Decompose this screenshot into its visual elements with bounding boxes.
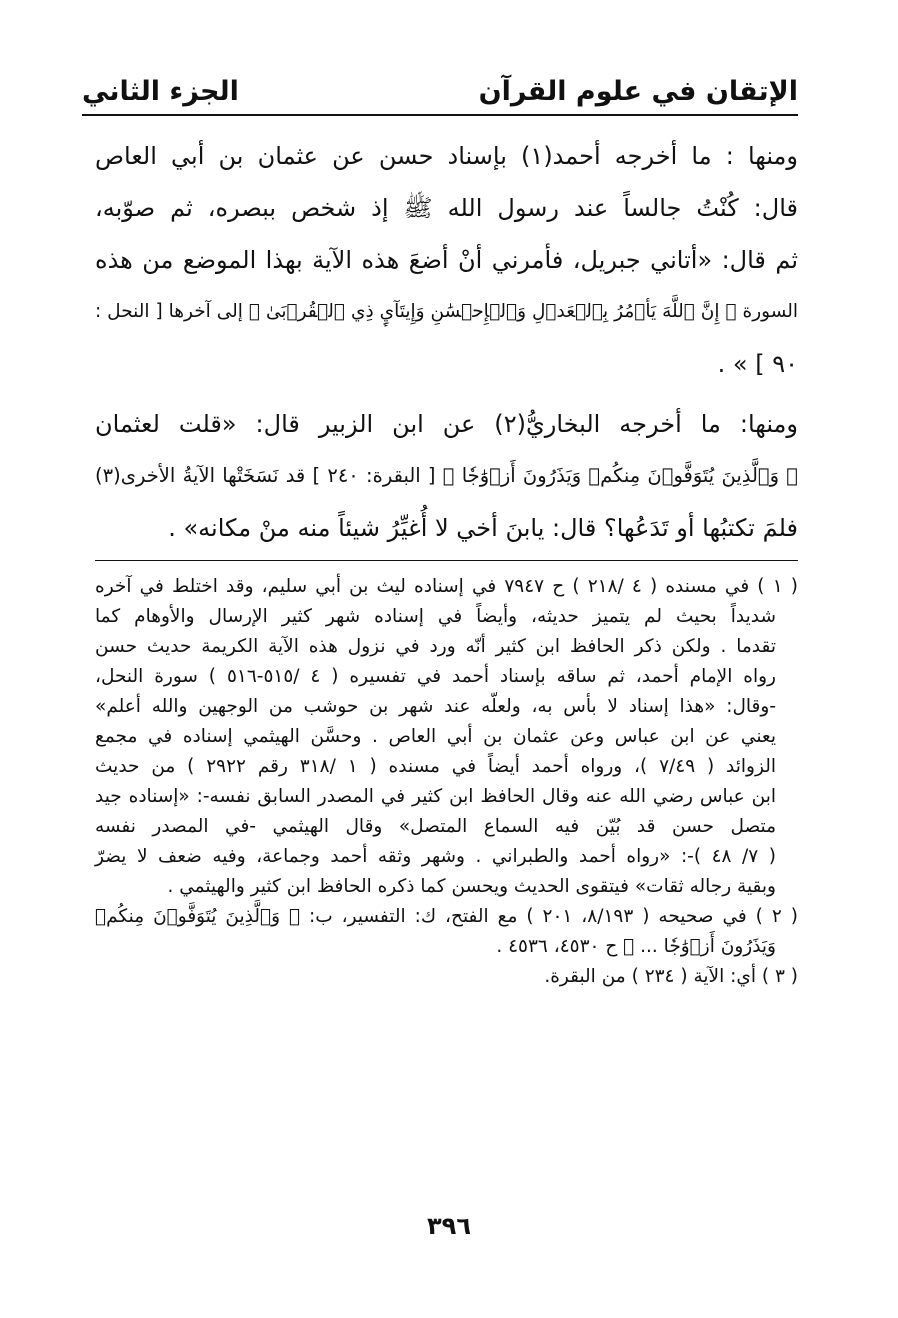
page-number: ٣٩٦: [427, 1212, 471, 1240]
footnote-3: [95, 962, 798, 992]
footnote-line: -وقال: «هذا إسناد لا بأس به، ولعلّه عند شهر بن حوشب من الوجهين والله أعلم»: [95, 696, 776, 717]
running-header: [82, 58, 798, 108]
book-title: الإتقان في علوم القرآن: [478, 75, 798, 107]
footnote-line: ( ٢ ) في صحيحه ( ٨/١٩٣، ٢٠١ ) مع الفتح، ك: التفسير، ب: ﴿ وَٱلَّذِينَ يُتَوَفَّوۡنَ مِنكُمۡ: [95, 906, 798, 927]
footnote-line: وبقية رجاله ثقات» فيتقوى الحديث ويحسن كما ذكره الحافظ ابن كثير والهيثمي .: [167, 876, 776, 897]
main-text: [95, 130, 798, 562]
text-line: قال: كُنْتُ جالساً عند رسول الله ﷺ إذ شخص ببصره، ثم صوّبه،: [95, 194, 798, 222]
text-line: ٩٠ ] » .: [717, 350, 798, 378]
footnotes: [95, 572, 798, 992]
footnote-line: ( ١ ) في مسنده ( ٤ /٢١٨ ) ح ٧٩٤٧ في إسناده ليث بن أبي سليم، وقد اختلط في آخره: [95, 576, 798, 597]
footnote-divider: [95, 560, 798, 561]
paragraph-1: [95, 130, 798, 390]
text-line: ومنها : ما أخرجه أحمد(١) بإسناد حسن عن عثمان بن أبي العاص: [95, 142, 799, 170]
footnote-line: تقدما . ولكن ذكر الحافظ ابن كثير أنّه ورد في نزول هذه الآية الكريمة حديث حسن: [95, 636, 776, 657]
footnote-line: وَيَذَرُونَ أَزۡوَٰجٗا ... ﴾ ح ٤٥٣٠، ٤٥٣٦ .: [496, 936, 776, 957]
footnote-line: يعني عن ابن عباس وعن عثمان بن أبي العاص . وحسَّن الهيثمي إسناده في مجمع: [95, 726, 776, 747]
text-line: ومنها: ما أخرجه البخاريُّ(٢) عن ابن الزبير قال: «قلت لعثمان: [95, 410, 799, 438]
footnote-2: [95, 902, 798, 962]
header-divider: [82, 114, 798, 116]
paragraph-2: [95, 398, 798, 554]
footnote-line: ابن عباس رضي الله عنه وقال الحافظ ابن كثير في المصدر السابق نفسه-: «إسناده جيد: [95, 786, 776, 807]
footnote-line: الزوائد ( ٧/٤٩ )، ورواه أحمد أيضاً في مسنده ( ١ /٣١٨ رقم ٢٩٢٢ ) من حديث: [95, 756, 776, 777]
footnote-line: متصل حسن قد بُيّن فيه السماع المتصل» وقال الهيثمي -في المصدر نفسه: [95, 816, 776, 837]
text-line: ﴿ وَٱلَّذِينَ يُتَوَفَّوۡنَ مِنكُمۡ وَيَذَرُونَ أَزۡوَٰجٗا ﴾ [ البقرة: ٢٤٠ ] قد نَسَخَتْها الآيةُ الأخرى(٣): [95, 464, 798, 487]
text-line: السورة ﴿ إِنَّ ٱللَّهَ يَأۡمُرُ بِٱلۡعَدۡلِ وَٱلۡإِحۡسَٰنِ وَإِيتَآيِٕ ذِي ٱلۡقُرۡبَىٰ ﴾ إلى آخرها [ النحل :: [95, 301, 798, 322]
footnote-line: ( ٣ ) أي: الآية ( ٢٣٤ ) من البقرة.: [544, 966, 798, 987]
text-line: فلمَ تكتبُها أو تَدَعُها؟ قال: يابنَ أخي لا أُغيِّرُ شيئاً منه منْ مكانه» .: [168, 514, 798, 542]
footnote-1: [95, 572, 798, 902]
footnote-line: رواه الإمام أحمد، ثم ساقه بإسناد أحمد في تفسيره ( ٤ /٥١٥-٥١٦ ) سورة النحل،: [95, 666, 776, 687]
footnote-line: ( ٧/ ٤٨ )-: «رواه أحمد والطبراني . وشهر وثقه أحمد وجماعة، وفيه ضعف لا يضرّ: [95, 846, 776, 867]
footnote-line: شديداً بحيث لم يتميز حديثه، وأيضاً في إسناده شهر كثير الإرسال والأوهام كما: [95, 606, 776, 627]
volume-label: الجزء الثاني: [82, 75, 239, 107]
text-line: ثم قال: «أتاني جبريل، فأمرني أنْ أضعَ هذه الآية بهذا الموضع من هذه: [95, 246, 798, 274]
